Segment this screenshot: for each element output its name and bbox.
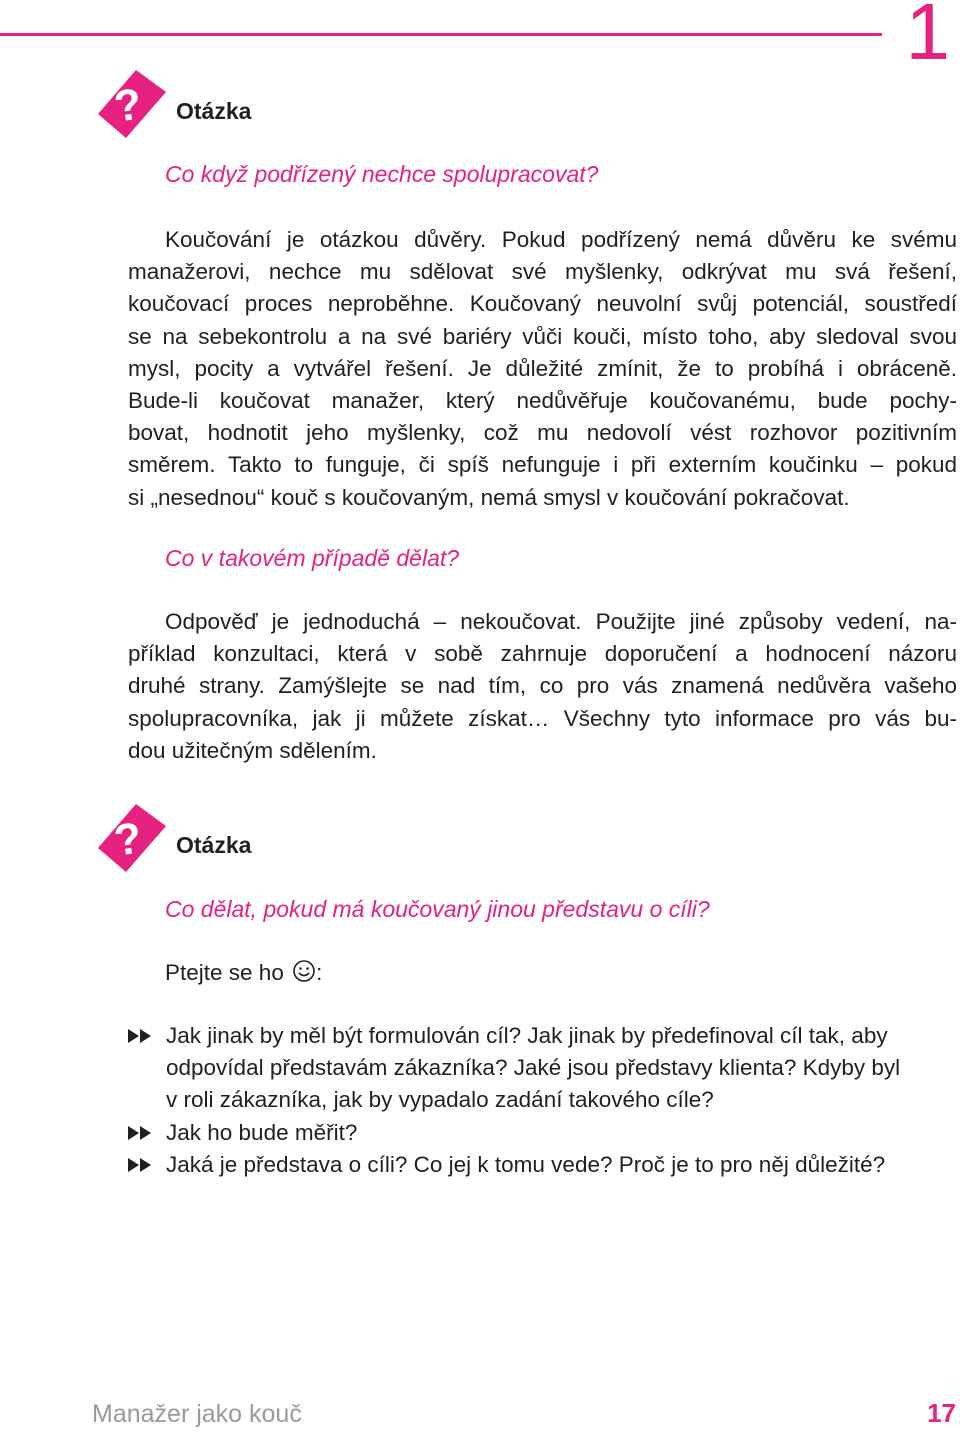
list-item-line: v roli zákazníka, jak by vypadalo zadání takového cíle? — [166, 1087, 714, 1113]
answer-paragraph — [128, 606, 957, 767]
paragraph-line: koučovací proces neproběhne. Koučovaný neuvolní svůj potenciál, soustředí — [128, 291, 957, 317]
question-heading: Co v takovém případě dělat? — [165, 545, 460, 571]
list-item — [128, 1117, 958, 1149]
paragraph-line: Bude-li koučovat manažer, který nedůvěřuje koučovanému, bude pochy- — [128, 388, 957, 414]
question-heading: Co dělat, pokud má koučovaný jinou představu o cíli? — [165, 896, 710, 922]
smiley-icon — [292, 959, 316, 983]
list-item-line: odpovídal představám zákazníka? Jaké jsou představy klienta? Kdyby byl — [166, 1055, 901, 1081]
list-item-line: Jaká je představa o cíli? Co jej k tomu vede? Proč je to pro něj důležité? — [166, 1151, 886, 1177]
question-mark-icon — [88, 796, 168, 876]
paragraph-line: spolupracovníka, jak ji můžete získat… Všechny tyto informace pro vás bu- — [128, 705, 957, 731]
list-item — [128, 1149, 958, 1181]
paragraph-line: si „nesednou“ kouč s koučovaným, nemá smysl v koučování pokračovat. — [128, 484, 850, 510]
paragraph-line: dou užitečným sdělením. — [128, 737, 377, 763]
double-arrow-icon — [128, 1029, 154, 1043]
svg-text:?: ? — [111, 813, 145, 866]
paragraph-line: bovat, hodnotit jeho myšlenky, což mu nedovolí vést rozhovor pozitivním — [128, 420, 957, 446]
double-arrow-icon — [128, 1126, 154, 1140]
question-mark-icon — [88, 62, 168, 142]
bullet-list — [128, 1020, 958, 1181]
double-arrow-icon — [128, 1158, 154, 1172]
list-item-line: Jak ho bude měřit? — [166, 1119, 358, 1145]
list-item — [128, 1020, 958, 1117]
paragraph — [128, 224, 957, 514]
paragraph-line: mysl, pocity a vytvářel řešení. Je důležité zmínit, že to probíhá i obráceně. — [128, 355, 957, 381]
footer-page-number: 17 — [927, 1398, 956, 1428]
paragraph-line: Odpověď je jednoduchá – nekoučovat. Použijte jiné způsoby vedení, na- — [165, 609, 957, 634]
intro-text: Ptejte se ho — [165, 960, 284, 985]
paragraph-line: se na sebekontrolu a na své bariéry vůči kouči, místo toho, aby sledoval svou — [128, 323, 957, 349]
section-label: Otázka — [176, 832, 252, 858]
header-rule — [0, 33, 882, 36]
question-heading: Co když podřízený nechce spolupracovat? — [165, 161, 599, 187]
paragraph-line: příklad konzultaci, která v sobě zahrnuje doporučení a hodnocení názoru — [128, 641, 957, 667]
svg-text:?: ? — [111, 79, 145, 132]
footer-book-title: Manažer jako kouč — [92, 1400, 302, 1428]
intro-suffix: : — [316, 960, 323, 985]
paragraph-line: manažerovi, nechce mu sdělovat své myšlenky, odkrývat mu svá řešení, — [128, 259, 957, 285]
paragraph-line: druhé strany. Zamýšlejte se nad tím, co pro vás znamená nedůvěra vašeho — [128, 673, 957, 699]
chapter-number: 1 — [905, 0, 950, 76]
list-item-line: Jak jinak by měl být formulován cíl? Jak jinak by předefinoval cíl tak, aby — [166, 1023, 888, 1048]
paragraph-line: Koučování je otázkou důvěry. Pokud podřízený nemá důvěru ke svému — [165, 227, 957, 252]
section-label: Otázka — [176, 98, 252, 124]
paragraph-line: směrem. Takto to funguje, či spíš nefunguje i při externím koučinku – pokud — [128, 452, 957, 478]
intro-line — [165, 959, 322, 986]
